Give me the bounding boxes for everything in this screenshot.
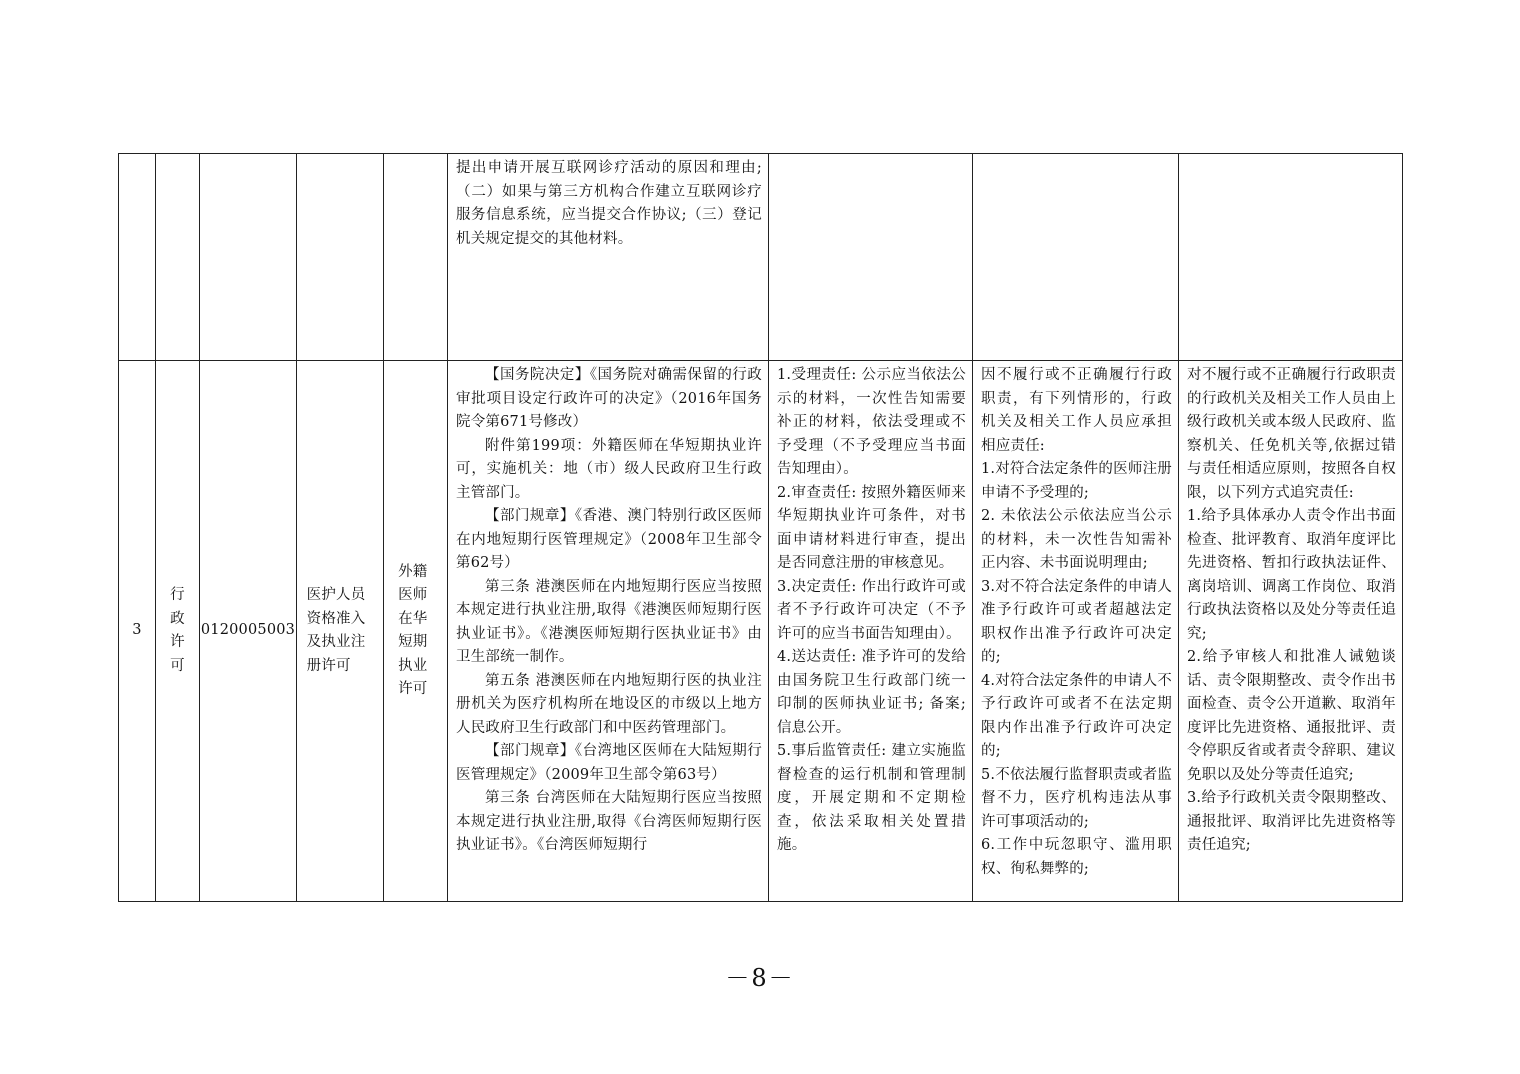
cell-duties-empty bbox=[769, 154, 973, 361]
accountability-item: 3.给予行政机关责令限期整改、通报批评、取消评比先进资格等责任追究; bbox=[1187, 790, 1396, 853]
row-index: 3 bbox=[132, 622, 142, 639]
duty-item: 1.受理责任: 公示应当依法公示的材料，一次性告知需要补正的材料，依法受理或不予受理（不予受理应当书面告知理由）。 bbox=[777, 367, 966, 477]
cell-liability-cases bbox=[973, 361, 1179, 902]
duty-item: 3.决定责任: 作出行政许可或者不予行政许可决定（不予许可的应当书面告知理由）。 bbox=[777, 578, 966, 642]
table-row-continuation bbox=[119, 154, 1403, 361]
cell-category-empty bbox=[156, 154, 200, 361]
cell-item-name bbox=[297, 361, 384, 902]
category-text: 行政许可 bbox=[170, 587, 185, 674]
liability-item: 6.工作中玩忽职守、滥用职权、徇私舞弊的; bbox=[981, 837, 1172, 877]
accountability-item: 2.给予审核人和批准人诫勉谈话、责令限期整改、责令作出书面检查、责令公开道歉、取消年度评比先进资格、通报批评、责令停职反省或者责令辞职、建议免职以及处分等责任追究; bbox=[1187, 649, 1396, 783]
basis-paragraph: 【部门规章】《香港、澳门特别行政区医师在内地短期行医管理规定》（2008年卫生部令第62号） bbox=[456, 508, 762, 571]
accountability-item: 1.给予具体承办人责令作出书面检查、批评教育、取消年度评比先进资格、暂扣行政执法证件、离岗培训、调离工作岗位、取消行政执法资格以及处分等责任追究; bbox=[1187, 508, 1396, 642]
liability-item: 1.对符合法定条件的医师注册申请不予受理的; bbox=[981, 461, 1172, 501]
cell-sub-item-name bbox=[384, 361, 448, 902]
table-row-3 bbox=[119, 361, 1403, 902]
basis-paragraph: 第三条 港澳医师在内地短期行医应当按照本规定进行执业注册,取得《港澳医师短期行医执业证书》。《港澳医师短期行医执业证书》由卫生部统一制作。 bbox=[456, 578, 762, 665]
cell-subitem-empty bbox=[384, 154, 448, 361]
page-number: －8－ bbox=[725, 964, 795, 992]
sub-item-name: 外籍医师在华短期执业许可 bbox=[398, 563, 428, 697]
item-name: 医护人员资格准入及执业注册许可 bbox=[306, 587, 366, 674]
basis-paragraph: 【部门规章】《台湾地区医师在大陆短期行医管理规定》（2009年卫生部令第63号） bbox=[456, 743, 762, 783]
cell-code-empty bbox=[200, 154, 297, 361]
duty-item: 5.事后监管责任: 建立实施监督检查的运行机制和管理制度，开展定期和不定期检查，依法采取相关处置措施。 bbox=[777, 743, 966, 853]
cell-duties bbox=[769, 361, 973, 902]
basis-paragraph: 第三条 台湾医师在大陆短期行医应当按照本规定进行执业注册,取得《台湾医师短期行医执业证书》。《台湾医师短期行 bbox=[456, 790, 762, 853]
basis-paragraph: 附件第199项：外籍医师在华短期执业许可，实施机关：地（市）级人民政府卫生行政主管部门。 bbox=[456, 437, 762, 501]
cell-index bbox=[119, 361, 156, 902]
cell-category bbox=[156, 361, 200, 902]
liability-item: 因不履行或不正确履行行政职责，有下列情形的，行政机关及相关工作人员应承担相应责任: bbox=[981, 367, 1172, 454]
cell-liability-empty bbox=[973, 154, 1179, 361]
cell-conditions-continuation bbox=[448, 154, 769, 361]
cell-code bbox=[200, 361, 297, 902]
responsibility-table bbox=[118, 153, 1403, 902]
duty-item: 2.审查责任: 按照外籍医师来华短期执业许可条件，对书面申请材料进行审查，提出是否同意注册的审核意见。 bbox=[777, 484, 966, 571]
liability-item: 2. 未依法公示依法应当公示的材料，未一次性告知需补正内容、未书面说明理由; bbox=[981, 508, 1172, 571]
basis-paragraph: 【国务院决定】《国务院对确需保留的行政审批项目设定行政许可的决定》（2016年国务院令第671号修改） bbox=[456, 367, 762, 430]
duty-item: 4.送达责任: 准予许可的发给由国务院卫生行政部门统一印制的医师执业证书; 备案; 信息公开。 bbox=[777, 649, 966, 736]
accountability-item: 对不履行或不正确履行行政职责的行政机关及相关工作人员由上级行政机关或本级人民政府、监察机关、任免机关等,依据过错与责任相适应原则，按照各自权限，以下列方式追究责任: bbox=[1187, 367, 1396, 501]
cell-index-empty bbox=[119, 154, 156, 361]
liability-item: 4.对符合法定条件的申请人不予行政许可或者不在法定期限内作出准予行政许可决定的; bbox=[981, 672, 1172, 759]
cell-item-empty bbox=[297, 154, 384, 361]
cell-basis bbox=[448, 361, 769, 902]
liability-item: 3.对不符合法定条件的申请人准予行政许可或者超越法定职权作出准予行政许可决定的; bbox=[981, 578, 1172, 665]
item-code: 0120005003 bbox=[200, 622, 296, 639]
liability-item: 5.不依法履行监督职责或者监督不力，医疗机构违法从事许可事项活动的; bbox=[981, 766, 1172, 830]
cell-accountability bbox=[1179, 361, 1403, 902]
cell-accountability-empty bbox=[1179, 154, 1403, 361]
conditions-tail-text: 提出申请开展互联网诊疗活动的原因和理由;（二）如果与第三方机构合作建立互联网诊疗服务信息系统，应当提交合作协议;（三）登记机关规定提交的其他材料。 bbox=[456, 160, 762, 247]
basis-paragraph: 第五条 港澳医师在内地短期行医的执业注册机关为医疗机构所在地设区的市级以上地方人民政府卫生行政部门和中医药管理部门。 bbox=[456, 672, 762, 736]
